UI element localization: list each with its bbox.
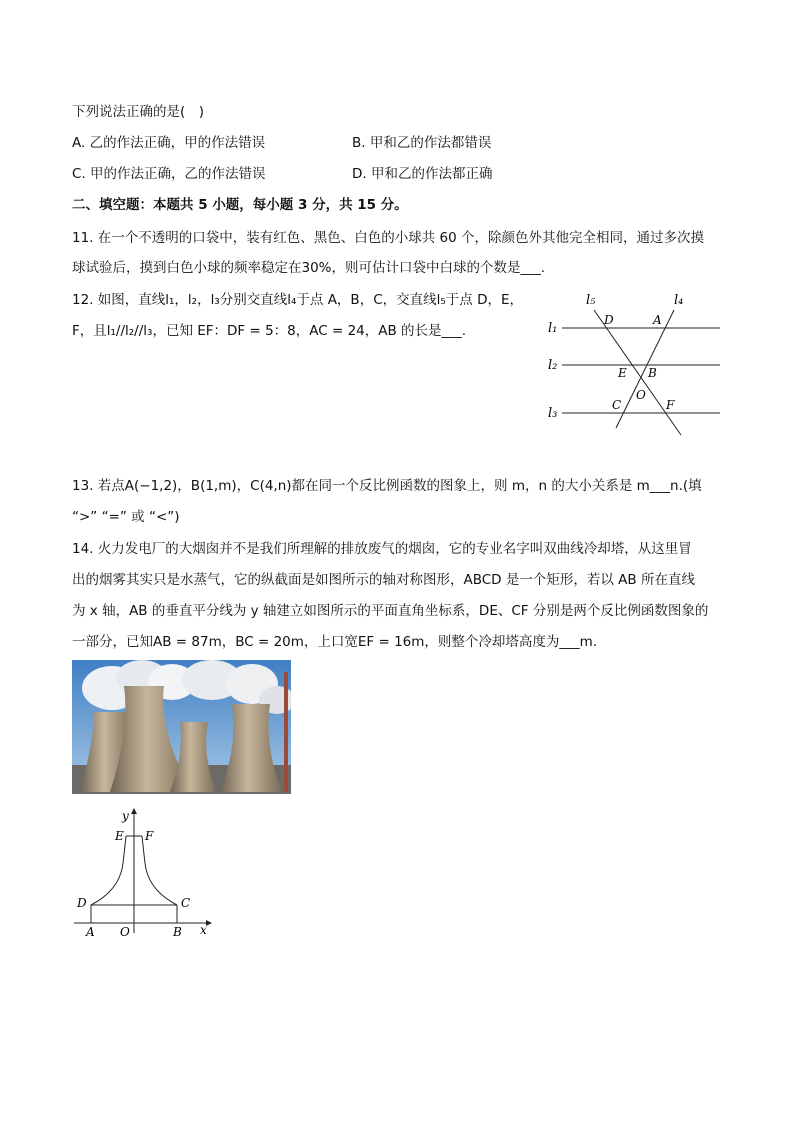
label-E: E [618, 366, 627, 380]
x-axis-arrow [206, 920, 212, 926]
q10-option-b: B. 甲和乙的作法都错误 [352, 135, 492, 151]
cooling-tower-photo [72, 660, 291, 794]
label-E: E [115, 829, 124, 843]
q12-line1: 12. 如图，直线l₁，l₂，l₃分别交直线l₄于点 A，B，C，交直线l₅于点 D，E， [72, 292, 524, 308]
q11-line2: 球试验后，摸到白色小球的频率稳定在30%，则可估计口袋中白球的个数是___. [72, 260, 546, 276]
q12-line2: F，且l₁//l₂//l₃，已知 EF：DF = 5：8，AC = 24，AB 的长是___. [72, 323, 467, 339]
q13-line1: 13. 若点A(−1,2)，B(1,m)，C(4,n)都在同一个反比例函数的图象上，则 m，n 的大小关系是 m___n.(填 [72, 478, 702, 494]
label-A: A [653, 313, 662, 327]
q14-line1: 14. 火力发电厂的大烟囱并不是我们所理解的排放废气的烟囱，它的专业名字叫双曲线冷却塔，从这里冒 [72, 541, 692, 557]
label-O: O [120, 925, 130, 939]
label-A: A [86, 925, 95, 939]
label-C: C [612, 398, 622, 412]
label-F: F [145, 829, 154, 843]
line-l5 [594, 310, 681, 435]
label-l5: l₅ [586, 293, 596, 308]
label-y: y [122, 809, 129, 823]
label-O: O [636, 388, 646, 402]
q10-option-a: A. 乙的作法正确，甲的作法错误 [72, 135, 266, 151]
label-C: C [181, 896, 191, 910]
label-l2: l₂ [548, 358, 558, 373]
q10-option-d: D. 甲和乙的作法都正确 [352, 166, 493, 182]
curve-CF [142, 836, 177, 905]
label-D: D [77, 896, 87, 910]
q14-line3: 为 x 轴，AB 的垂直平分线为 y 轴建立如图所示的平面直角坐标系，DE、CF 分别是两个反比例函数图象的 [72, 603, 709, 619]
label-l4: l₄ [674, 293, 684, 308]
label-l1: l₁ [548, 321, 558, 336]
q12-parallel-lines-figure [540, 288, 730, 438]
q10-prompt: 下列说法正确的是( ) [72, 104, 205, 120]
label-x: x [200, 923, 207, 937]
label-l3: l₃ [548, 406, 558, 421]
q13-line2: “>” “=” 或 “<”) [72, 509, 180, 525]
q11-line1: 11. 在一个不透明的口袋中，装有红色、黑色、白色的小球共 60 个，除颜色外其他完全相同，通过多次摸 [72, 230, 705, 246]
label-D: D [604, 313, 614, 327]
label-B: B [173, 925, 182, 939]
section-heading: 二、填空题：本题共 5 小题，每小题 3 分，共 15 分。 [72, 197, 408, 213]
q10-option-c: C. 甲的作法正确，乙的作法错误 [72, 166, 266, 182]
q14-line2: 出的烟雾其实只是水蒸气，它的纵截面是如图所示的轴对称图形，ABCD 是一个矩形，若以 AB 所在直线 [72, 572, 695, 588]
curve-DE [91, 836, 126, 905]
y-axis-arrow [131, 808, 137, 814]
label-B: B [648, 366, 657, 380]
label-F: F [666, 398, 675, 412]
q14-line4: 一部分，已知AB = 87m，BC = 20m，上口宽EF = 16m，则整个冷却塔高度为___m. [72, 634, 598, 650]
cooling-tower-graph [72, 808, 217, 943]
